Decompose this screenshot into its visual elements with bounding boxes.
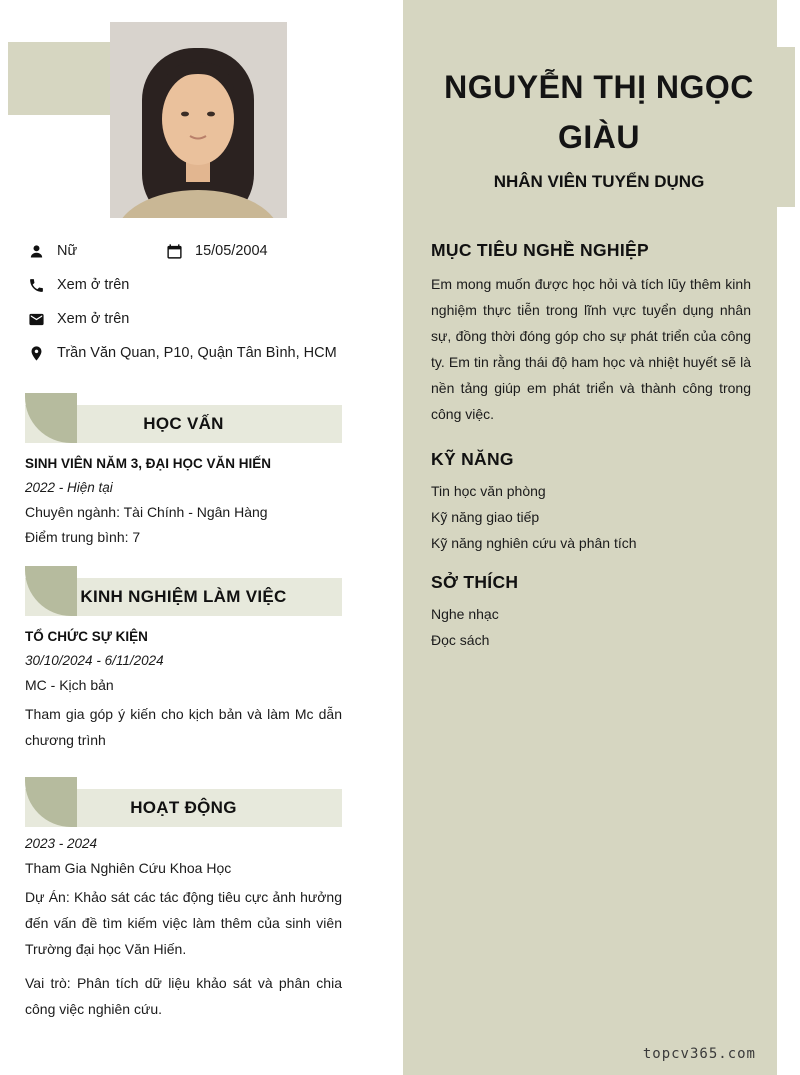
hobby-item: Đọc sách (431, 632, 490, 648)
left-sections (25, 405, 342, 1022)
contact-address-value: Trần Văn Quan, P10, Quận Tân Bình, HCM (57, 345, 337, 361)
section-title-skills: KỸ NĂNG (431, 449, 514, 469)
education-major: Chuyên ngành: Tài Chính - Ngân Hàng (25, 504, 268, 520)
experience-time: 30/10/2024 - 6/11/2024 (25, 653, 164, 668)
contact-row-1 (28, 240, 384, 262)
contact-email-value: Xem ở trên (57, 311, 130, 327)
section-title-objective: MỤC TIÊU NGHỀ NGHIỆP (431, 240, 649, 260)
section-title: KINH NGHIỆM LÀM VIỆC (80, 587, 287, 606)
education-time: 2022 - Hiện tại (25, 480, 113, 495)
activities-name: Tham Gia Nghiên Cứu Khoa Học (25, 860, 232, 876)
profile-photo (110, 22, 287, 218)
section-title: HỌC VẤN (143, 414, 224, 433)
hobbies-list (431, 601, 751, 653)
activities-detail-2: Vai trò: Phân tích dữ liệu khảo sát và phân chia công việc nghiên cứu. (25, 975, 342, 1017)
profile-photo-image (110, 22, 287, 218)
leaf-ornament (25, 777, 77, 827)
leaf-ornament (25, 566, 77, 616)
activities-time: 2023 - 2024 (25, 836, 98, 851)
decorative-block-left (8, 42, 110, 115)
contact-gender-value: Nữ (57, 243, 78, 259)
skills-list (431, 478, 751, 556)
section-header-activities (25, 789, 342, 827)
contact-row-address (28, 342, 384, 364)
contact-gender (28, 243, 166, 260)
watermark-text: topcv365.com (642, 1046, 756, 1062)
skill-item: Kỹ năng nghiên cứu và phân tích (431, 535, 637, 551)
section-header-education (25, 405, 342, 443)
contact-info (28, 240, 384, 376)
experience-position: MC - Kịch bản (25, 677, 114, 693)
mail-icon (28, 311, 45, 328)
leaf-ornament (25, 393, 77, 443)
gender-icon (28, 243, 45, 260)
candidate-job-title: NHÂN VIÊN TUYỂN DỤNG (493, 172, 705, 191)
skill-item: Tin học văn phòng (431, 483, 546, 499)
education-gpa: Điểm trung bình: 7 (25, 529, 141, 545)
objective-text: Em mong muốn được học hỏi và tích lũy thêm kinh nghiệm thực tiễn trong lĩnh vực tuyển dụng nhân sự, đồng thời đóng góp cho sự phát triển của công ty. Em tin rằng thái độ ham học và nhiệt huyết sẽ là nền tảng giúp em phát triển và thành công trong công việc. (431, 276, 751, 422)
hobby-item: Nghe nhạc (431, 606, 499, 622)
education-school: SINH VIÊN NĂM 3, ĐẠI HỌC VĂN HIẾN (25, 456, 272, 471)
name-header (403, 47, 795, 207)
right-column-content (431, 240, 751, 653)
contact-row-phone (28, 274, 384, 296)
contact-dob (166, 243, 268, 260)
section-header-experience (25, 578, 342, 616)
experience-role: TỔ CHỨC SỰ KIỆN (25, 629, 148, 644)
activities-detail-1: Dự Án: Khảo sát các tác động tiêu cực ảnh hưởng đến vấn đề tìm kiếm việc làm thêm của sinh viên Trường đại học Văn Hiến. (25, 889, 342, 957)
contact-phone-value: Xem ở trên (57, 277, 130, 293)
section-title-hobbies: SỞ THÍCH (431, 572, 519, 592)
skill-item: Kỹ năng giao tiếp (431, 509, 540, 525)
section-title: HOẠT ĐỘNG (130, 798, 237, 817)
experience-description: Tham gia góp ý kiến cho kịch bản và làm Mc dẫn chương trình (25, 706, 342, 748)
candidate-name: NGUYỄN THỊ NGỌC GIÀU (444, 69, 754, 155)
calendar-icon (166, 243, 183, 260)
contact-dob-value: 15/05/2004 (195, 243, 268, 259)
location-pin-icon (28, 345, 45, 362)
contact-row-email (28, 308, 384, 330)
phone-icon (28, 277, 45, 294)
